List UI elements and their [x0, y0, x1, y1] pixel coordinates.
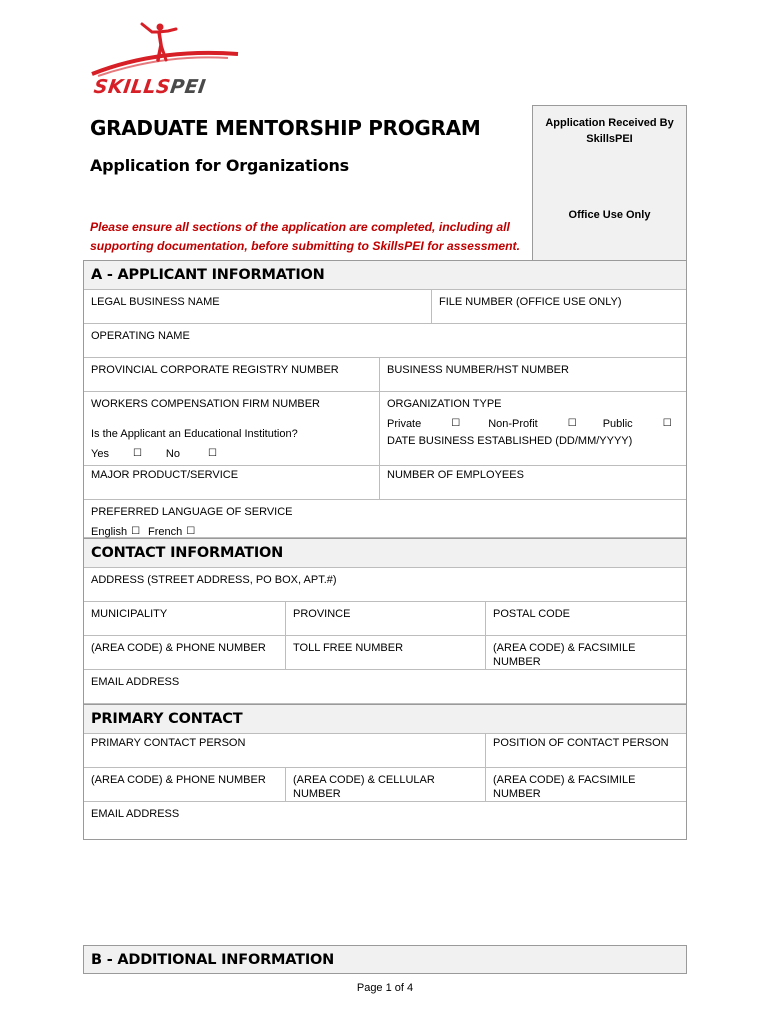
- language-options: English ☐ French ☐: [91, 526, 196, 538]
- primary-phone-field[interactable]: (AREA CODE) & PHONE NUMBER: [91, 774, 266, 786]
- address-field[interactable]: ADDRESS (STREET ADDRESS, PO BOX, APT.#): [91, 574, 337, 586]
- received-by-label: Application Received By SkillsPEI: [545, 117, 674, 145]
- contact-position-field[interactable]: POSITION OF CONTACT PERSON: [485, 734, 686, 767]
- form-row: [84, 466, 686, 500]
- file-number-field[interactable]: FILE NUMBER (OFFICE USE ONLY): [431, 290, 686, 323]
- provincial-registry-field[interactable]: PROVINCIAL CORPORATE REGISTRY NUMBER: [91, 364, 339, 376]
- form-row: [84, 768, 686, 802]
- contact-phone-field[interactable]: (AREA CODE) & PHONE NUMBER: [91, 642, 266, 654]
- logo-wordmark: SKILLSPEI: [92, 76, 208, 98]
- legal-business-name-field[interactable]: LEGAL BUSINESS NAME: [91, 296, 220, 308]
- nonprofit-checkbox[interactable]: ☐: [567, 418, 577, 429]
- form-row: [84, 602, 686, 636]
- province-field[interactable]: PROVINCE: [285, 602, 485, 635]
- form-row: [84, 324, 686, 358]
- municipality-field[interactable]: MUNICIPALITY: [91, 608, 168, 620]
- no-checkbox[interactable]: ☐: [207, 448, 217, 459]
- edu-options: Yes ☐ No ☐: [91, 448, 217, 460]
- page-number: Page 1 of 4: [356, 982, 414, 994]
- application-form: [83, 260, 687, 840]
- educational-question: Is the Applicant an Educational Institution?: [91, 428, 298, 440]
- form-row: [84, 290, 686, 324]
- office-use-label: Office Use Only: [568, 209, 651, 221]
- public-checkbox[interactable]: ☐: [662, 418, 672, 429]
- form-row: [84, 802, 686, 839]
- form-row: [84, 500, 686, 538]
- yes-checkbox[interactable]: ☐: [132, 448, 142, 459]
- contact-info-heading: CONTACT INFORMATION: [84, 538, 686, 568]
- postal-code-field[interactable]: POSTAL CODE: [485, 602, 686, 635]
- primary-email-field[interactable]: EMAIL ADDRESS: [91, 808, 180, 820]
- form-row: [84, 392, 686, 466]
- preferred-language-cell: PREFERRED LANGUAGE OF SERVICE English ☐ French ☐: [84, 500, 686, 537]
- primary-contact-heading: PRIMARY CONTACT: [84, 704, 686, 734]
- org-type-and-date-cell: [379, 392, 686, 465]
- workers-comp-label: WORKERS COMPENSATION FIRM NUMBER: [91, 398, 320, 410]
- toll-free-field[interactable]: TOLL FREE NUMBER: [285, 636, 485, 669]
- form-row: [84, 734, 686, 768]
- primary-contact-person-field[interactable]: PRIMARY CONTACT PERSON: [91, 737, 246, 749]
- primary-fax-field[interactable]: (AREA CODE) & FACSIMILE NUMBER: [485, 768, 686, 801]
- date-established-field[interactable]: DATE BUSINESS ESTABLISHED (DD/MM/YYYY): [387, 435, 633, 447]
- business-number-field[interactable]: BUSINESS NUMBER/HST NUMBER: [379, 358, 686, 391]
- instructions-warning: Please ensure all sections of the application are completed, including all supporting documentation, before submitting to SkillsPEI for assessment.: [90, 220, 521, 253]
- english-checkbox[interactable]: ☐: [131, 526, 141, 537]
- french-checkbox[interactable]: ☐: [186, 526, 196, 537]
- operating-name-field[interactable]: OPERATING NAME: [91, 330, 190, 342]
- organization-type-label: ORGANIZATION TYPE: [387, 398, 502, 410]
- org-type-options: Private ☐ Non-Profit ☐ Public ☐: [387, 418, 672, 430]
- form-row: [84, 670, 686, 704]
- office-use-box: [532, 105, 687, 261]
- workers-comp-and-edu-cell: [84, 392, 379, 465]
- logo-figure-icon: [88, 18, 253, 78]
- section-a-heading: A - APPLICANT INFORMATION: [84, 260, 686, 290]
- num-employees-field[interactable]: NUMBER OF EMPLOYEES: [379, 466, 686, 499]
- contact-fax-field[interactable]: (AREA CODE) & FACSIMILE NUMBER: [485, 636, 686, 669]
- form-row: [84, 568, 686, 602]
- form-row: [84, 358, 686, 392]
- form-row: [84, 636, 686, 670]
- contact-email-field[interactable]: EMAIL ADDRESS: [91, 676, 180, 688]
- primary-cellular-field[interactable]: (AREA CODE) & CELLULAR NUMBER: [285, 768, 485, 801]
- page-title: GRADUATE MENTORSHIP PROGRAM: [90, 116, 481, 140]
- private-checkbox[interactable]: ☐: [451, 418, 461, 429]
- skillspei-logo: [88, 18, 253, 100]
- major-product-field[interactable]: MAJOR PRODUCT/SERVICE: [91, 469, 239, 481]
- section-b-heading: B - ADDITIONAL INFORMATION: [83, 945, 687, 974]
- page-subtitle: Application for Organizations: [90, 156, 350, 175]
